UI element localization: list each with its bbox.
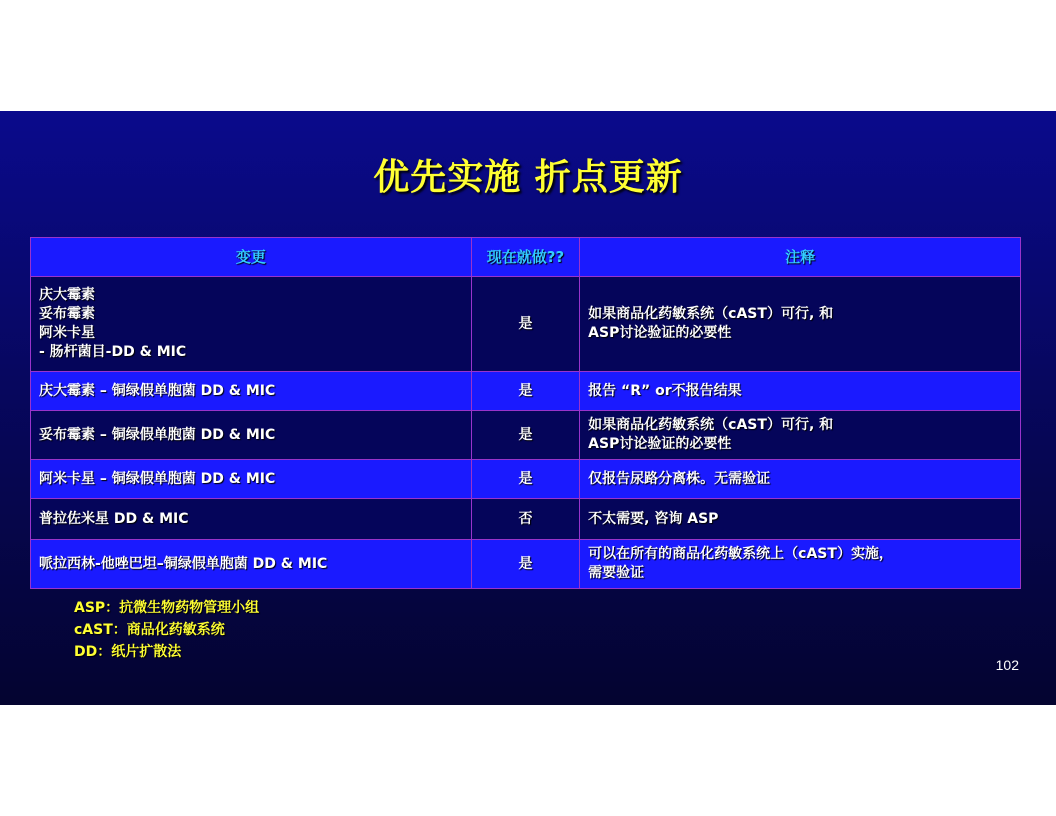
do-now-cell: 是 [471, 460, 579, 499]
header-note: 注释 [580, 238, 1021, 277]
do-now-cell: 是 [471, 411, 579, 460]
change-cell [31, 540, 472, 589]
change-line: 庆大霉素 [39, 287, 95, 303]
note-line: 仅报告尿路分离株。无需验证 [588, 470, 771, 487]
change-line: 妥布霉素 – 铜绿假单胞菌 DD & MIC [39, 426, 276, 443]
note-line: 报告 “R” or不报告结果 [588, 382, 742, 399]
change-line: 阿米卡星 – 铜绿假单胞菌 DD & MIC [39, 470, 276, 487]
note-cell [580, 540, 1021, 589]
table-row [31, 460, 1021, 499]
slide-title: 优先实施 折点更新 [373, 157, 683, 198]
change-cell [31, 411, 472, 460]
change-cell [31, 372, 472, 411]
note-cell [580, 277, 1021, 372]
change-line: 庆大霉素 – 铜绿假单胞菌 DD & MIC [39, 382, 276, 399]
table-row [31, 277, 1021, 372]
change-line: 阿米卡星 [39, 325, 95, 341]
note-cell [580, 499, 1021, 540]
footnote-asp: ASP：抗微生物药物管理小组 [74, 600, 260, 616]
footnote-dd: DD：纸片扩散法 [74, 644, 182, 660]
do-now-cell: 是 [471, 540, 579, 589]
do-now-cell: 否 [471, 499, 579, 540]
change-line: 哌拉西林-他唑巴坦–铜绿假单胞菌 DD & MIC [39, 555, 328, 572]
footnote-cast: cAST：商品化药敏系统 [74, 622, 225, 638]
note-cell [580, 372, 1021, 411]
breakpoint-table [30, 237, 1021, 589]
change-cell [31, 277, 472, 372]
note-line: 如果商品化药敏系统（cAST）可行, 和 [588, 306, 834, 322]
note-line: 可以在所有的商品化药敏系统上（cAST）实施， [588, 546, 893, 562]
do-now-cell: 是 [471, 372, 579, 411]
change-line: 普拉佐米星 DD & MIC [39, 510, 189, 527]
header-change: 变更 [31, 238, 472, 277]
header-do-now: 现在就做?? [471, 238, 579, 277]
note-line: ASP讨论验证的必要性 [588, 325, 732, 341]
change-cell [31, 460, 472, 499]
slide [0, 111, 1056, 705]
change-line: - 肠杆菌目-DD & MIC [39, 344, 187, 360]
footnotes [74, 597, 259, 663]
note-line: 如果商品化药敏系统（cAST）可行, 和 [588, 417, 834, 433]
table-row [31, 499, 1021, 540]
table-header-row [31, 238, 1021, 277]
note-cell [580, 411, 1021, 460]
note-line: 不太需要, 咨询 ASP [588, 510, 719, 527]
note-line: ASP讨论验证的必要性 [588, 436, 732, 452]
do-now-cell: 是 [471, 277, 579, 372]
table-row [31, 411, 1021, 460]
change-cell [31, 499, 472, 540]
table-row [31, 540, 1021, 589]
table-row [31, 372, 1021, 411]
change-line: 妥布霉素 [39, 306, 95, 322]
page-number: 102 [995, 657, 1019, 673]
note-line: 需要验证 [588, 565, 645, 581]
note-cell [580, 460, 1021, 499]
